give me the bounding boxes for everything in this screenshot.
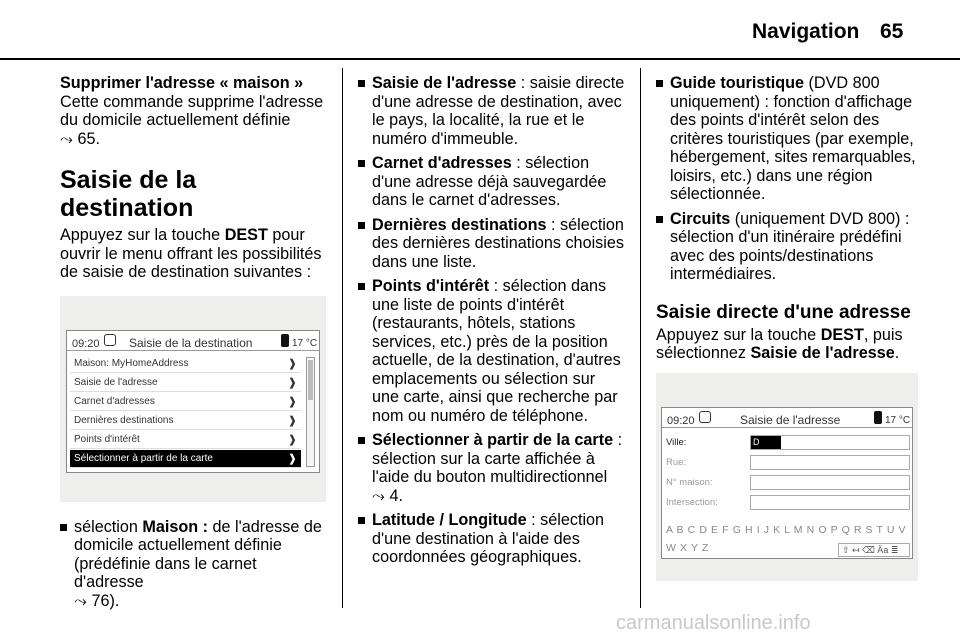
column-1 [60,74,328,616]
menu-item-poi[interactable]: Points d'intérêt ❱ [70,431,301,449]
city-value: D [751,436,781,449]
screen-status-bar [662,408,912,428]
nav-screen [66,330,320,473]
alphabet-speller[interactable]: A B C D E F G H I J K L M N O P Q R S T U V W X Y Z [666,523,907,554]
screen-title: Saisie de la destination [129,335,253,350]
chevron-right-icon: ❱ [287,395,297,408]
subsection-title: Saisie directe d'une adresse [656,301,911,323]
thermometer-icon [874,411,882,424]
screen-status-bar [67,331,319,351]
clock-icon [699,411,711,423]
section-title: Saisie de la destination [60,166,197,222]
scrollbar-thumb[interactable] [308,360,313,400]
temperature: 17 °C [885,414,911,426]
house-number-input[interactable] [750,475,910,490]
bullet-tourist-guide: Guide touristique (DVD 800 uniquement) : fonction d'affichage des points d'intérêt selon des critères touristiques (par exemple, hébergement, sites remarquables, loisirs, etc.) dans une région sélectionnée. [656,74,922,204]
menu-item-select-on-map[interactable]: Sélectionner à partir de la carte ❱ [70,450,301,468]
header-rule [0,58,960,60]
field-label-house-number: N° maison: [666,476,713,488]
bullet-home: sélection Maison : de l'adresse de domicile actuellement définie (prédéfinie dans le carnet d'adresse ⤳ 76). [60,518,328,611]
scrollbar[interactable] [306,357,315,467]
column-3 [656,74,922,581]
menu-item-last-destinations[interactable]: Dernières destinations ❱ [70,412,301,430]
field-label-street: Rue: [666,456,687,468]
chevron-right-icon: ❱ [287,452,297,465]
clock-time: 09:20 [72,337,100,350]
chevron-right-icon: ❱ [287,433,297,446]
speller-function-keys[interactable]: ⇧ ↤ ⌫ Äa ≣ [838,543,910,557]
page-reference: ⤳ 4. [372,486,403,505]
street-input[interactable] [750,455,910,470]
screen-title: Saisie de l'adresse [740,412,841,427]
menu-item-address-entry[interactable]: Saisie de l'adresse ❱ [70,374,301,392]
page-number: 65 [880,20,904,43]
city-input[interactable] [750,435,910,450]
chevron-right-icon: ❱ [287,376,297,389]
field-label-city: Ville: [666,436,687,448]
menu-item-address-book[interactable]: Carnet d'adresses ❱ [70,393,301,411]
thermometer-icon [281,334,289,347]
clock-icon [104,334,116,346]
bullet-lat-long: Latitude / Longitude : sélection d'une destination à l'aide des coordonnées géographiques. [358,511,626,567]
bullet-poi: Points d'intérêt : sélection dans une liste de points d'intérêt (restaurants, hôtels, stations services, etc.) près de la position actuelle, de la destination, d'autres emplacements ou sélection sur une carte, ainsi que recherche par nom ou numéro de téléphone. [358,277,626,425]
bullet-last-destinations: Dernières destinations : sélection des dernières destinations choisies dans une liste. [358,216,626,272]
chevron-right-icon: ❱ [287,357,297,370]
bullet-address-entry: Saisie de l'adresse : saisie directe d'une adresse de destination, avec le pays, la localité, la rue et le numéro d'immeuble. [358,74,626,148]
running-title: Navigation [752,20,860,43]
intersection-input[interactable] [750,495,910,510]
item-heading: Supprimer l'adresse « maison » [60,74,304,92]
column-2 [358,74,626,573]
page-reference: ⤳ 76). [74,591,120,610]
temperature: 17 °C [292,337,318,349]
column-divider-2 [640,68,641,608]
page-reference: ⤳ 65. [60,129,100,148]
bullet-select-on-map: Sélectionner à partir de la carte : sélection sur la carte affichée à l'aide du bouton multidirectionnel ⤳ 4. [358,431,626,505]
address-screen [661,407,913,559]
chevron-right-icon: ❱ [287,414,297,427]
page-header [0,0,960,62]
bullet-address-book: Carnet d'adresses : sélection d'une adresse déjà sauvegardée dans le carnet d'adresses. [358,154,626,210]
section-intro: Appuyez sur la touche DEST pour ouvrir le menu offrant les possibilités de saisie de destination suivantes : [60,226,322,281]
clock-time: 09:20 [667,414,695,427]
screenshot-address-entry [656,373,918,581]
column-divider-1 [342,68,343,608]
field-label-intersection: Intersection: [666,496,718,508]
menu-item-home[interactable]: Maison: MyHomeAddress ❱ [70,355,301,373]
watermark: carmanualsonline.info [616,612,811,634]
item-text: Cette commande supprime l'adresse du domicile actuellement définie ⤳ 65. [60,92,324,148]
screenshot-destination-menu [60,296,326,502]
dest-key: DEST [224,226,268,244]
bullet-circuits: Circuits (uniquement DVD 800) : sélection d'un itinéraire prédéfini avec des points/destinations intermédiaires. [656,210,922,284]
subsection-text: Appuyez sur la touche DEST, puis sélectionnez Saisie de l'adresse. [656,325,903,362]
